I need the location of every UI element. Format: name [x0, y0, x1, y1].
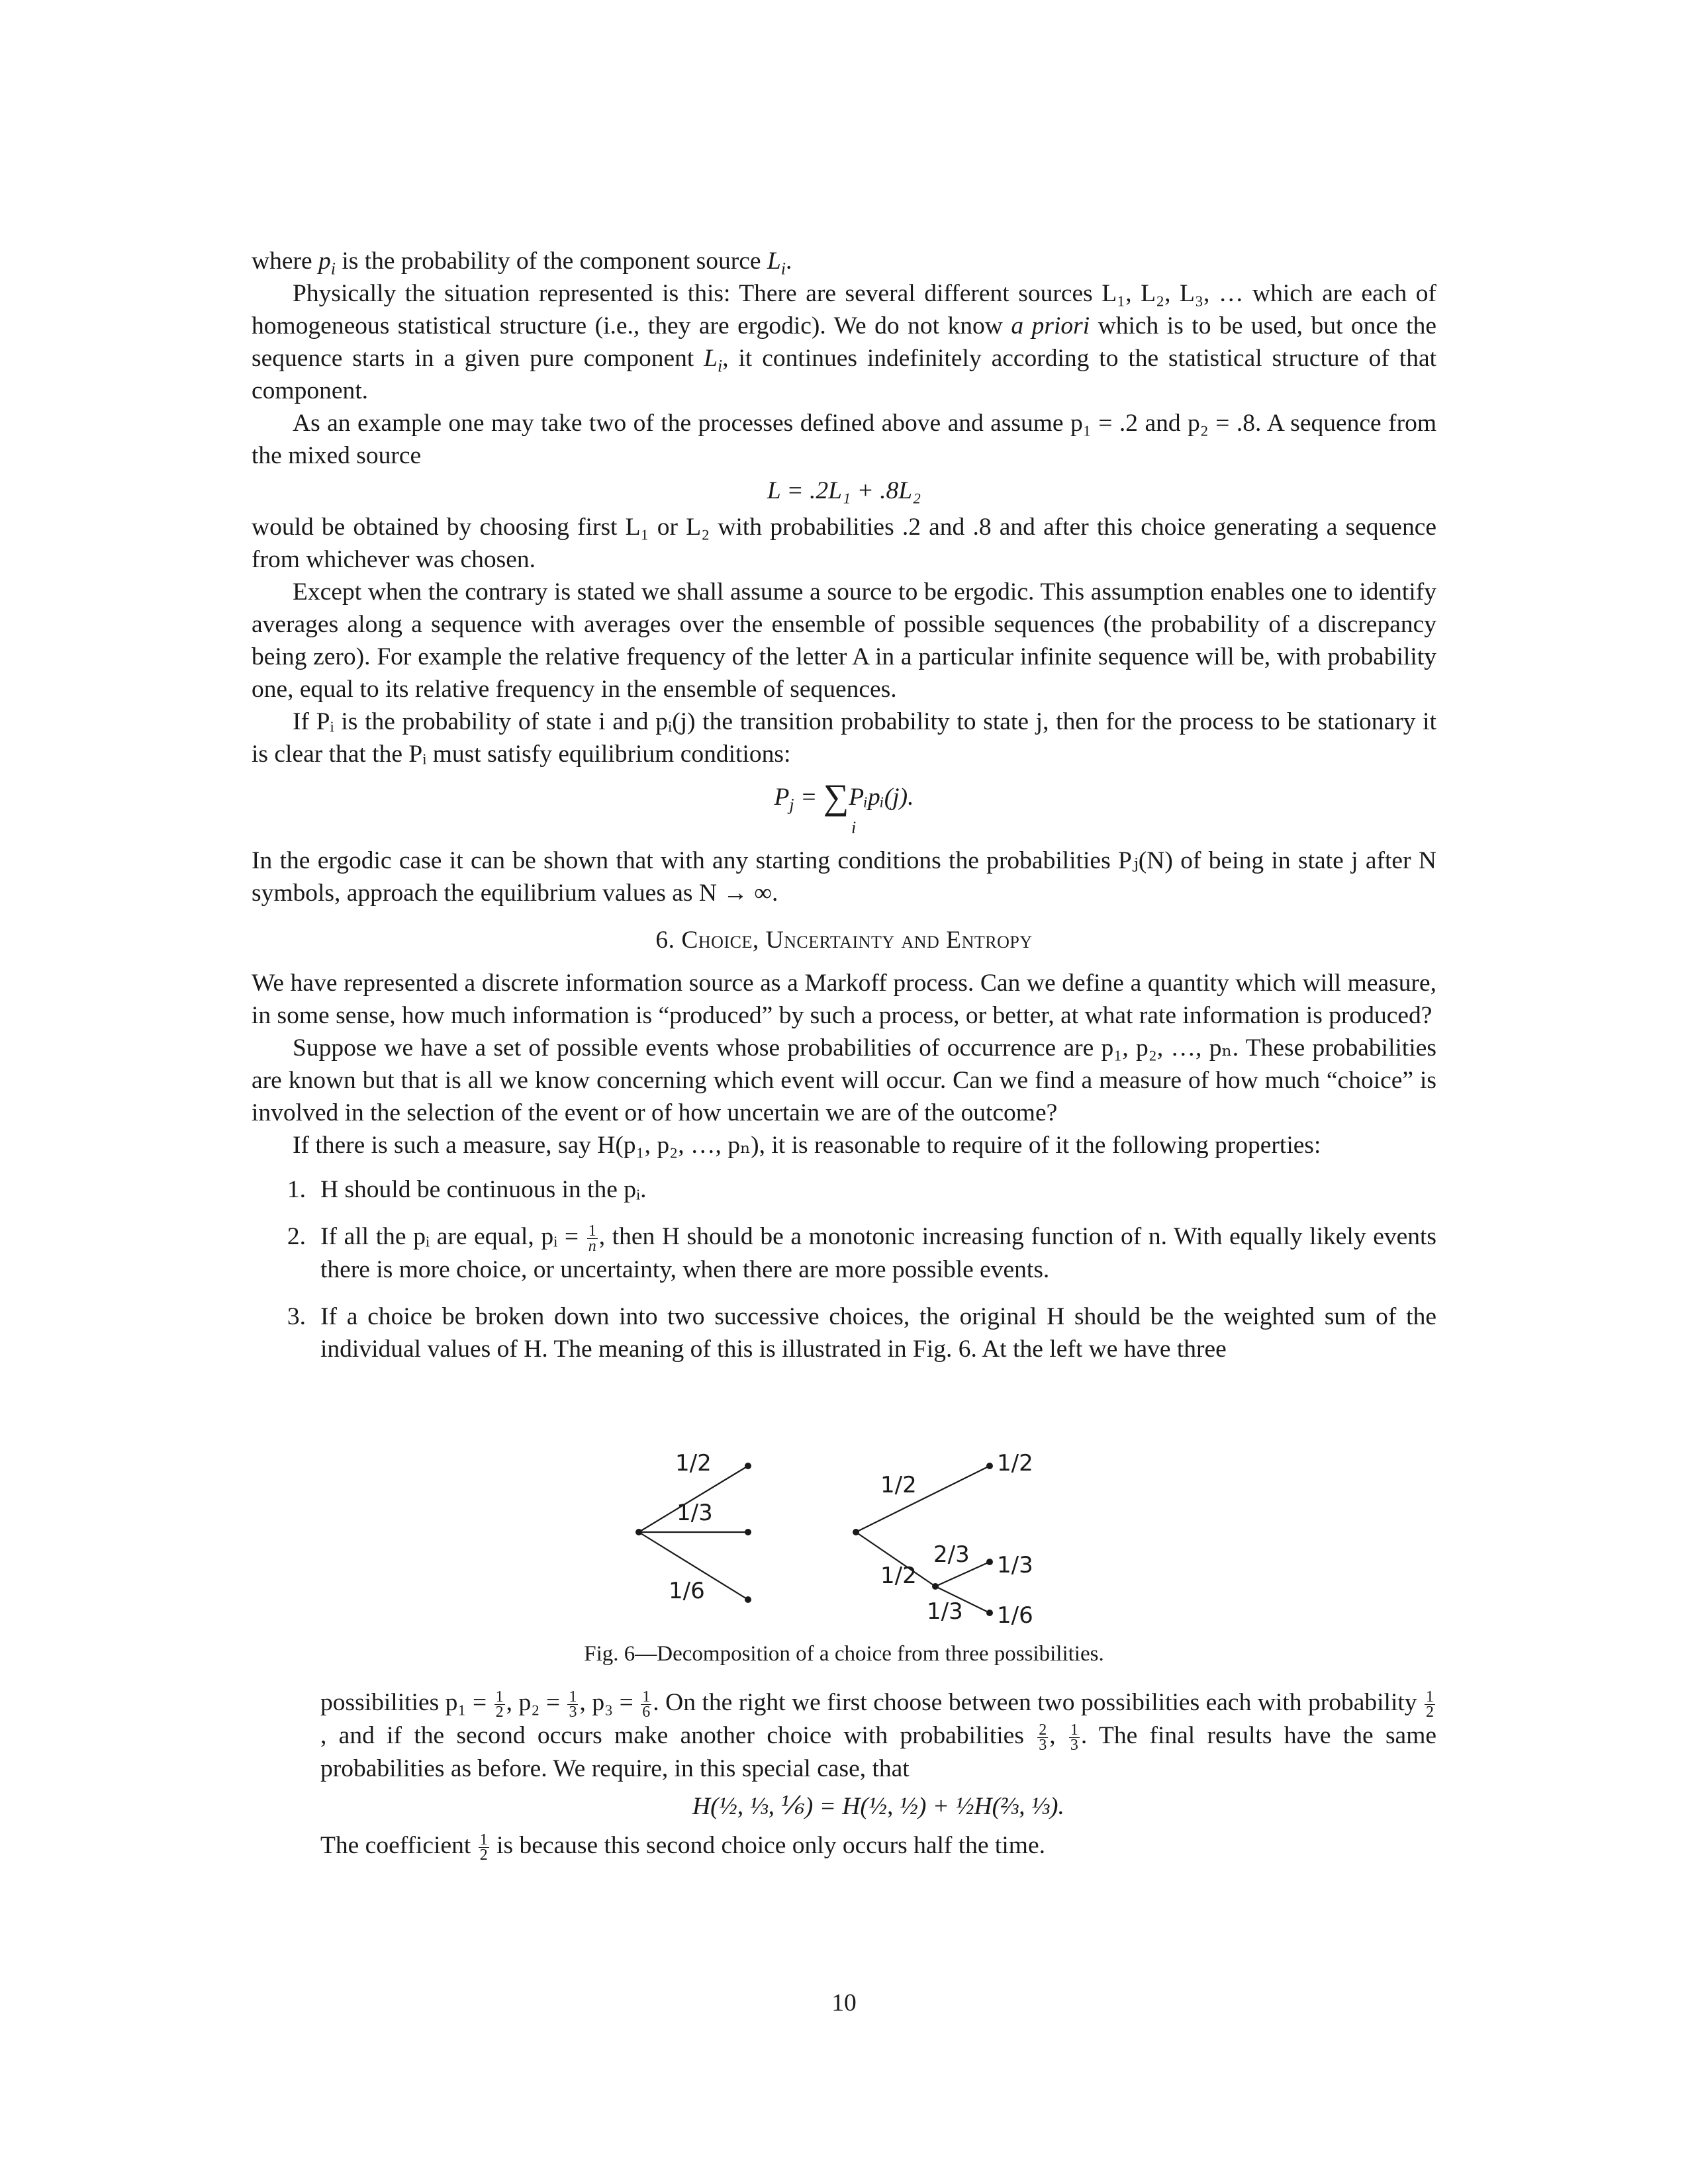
node-dot: [986, 1463, 993, 1469]
paragraph-events: Suppose we have a set of possible events whose probabilities of occurrence are p₁, p₂, …, pₙ. These probabilities are known but that is all we know concerning which event will occur. Can we find a measure of how much “choice” is involved in the selection of the event or of how uncertain we are of the outcome?: [252, 1034, 1436, 1126]
node-dot: [932, 1583, 939, 1590]
tree-label: 1/3: [997, 1551, 1033, 1578]
list-text: H should be continuous in the pᵢ.: [320, 1176, 647, 1203]
list-number: 2.: [287, 1223, 306, 1250]
tree-label: 1/6: [997, 1602, 1033, 1629]
tree-label: 1/3: [927, 1598, 963, 1625]
decomposition-tree-diagram: [252, 1380, 1436, 1638]
list-text: If a choice be broken down into two successive choices, the original H should be the weighted sum of the individual values of H. The meaning of this is illustrated in Fig. 6. At the left we have three: [320, 1302, 1436, 1363]
sum-symbol: ∑: [823, 777, 849, 817]
node-dot: [745, 1596, 751, 1603]
list-number: 1.: [287, 1176, 306, 1203]
text-span: , and if the second occurs make another choice with probabilities: [320, 1721, 1024, 1749]
text-span: The coefficient: [320, 1831, 471, 1859]
math-pi: $p_i$: [318, 248, 336, 279]
node-dot: [745, 1463, 751, 1469]
properties-list: [252, 1173, 1436, 1365]
equation-equilibrium: $P_j$ = ∑Pᵢpᵢ(j). i: [252, 777, 1436, 833]
paragraph-measure: If there is such a measure, say H(p₁, p₂, …, pₙ), it is reasonable to require of it the following properties:: [293, 1132, 1321, 1159]
fraction: $\frac{1}{2}$: [1426, 1688, 1434, 1721]
tree-label: 1/2: [997, 1449, 1033, 1477]
fraction: $\frac{1}{2}$: [495, 1688, 504, 1721]
paragraph-physically: [252, 277, 1436, 407]
text-span: is because this second choice only occurs half the time.: [496, 1831, 1045, 1859]
sum-subscript: i: [851, 818, 857, 837]
paragraph-coefficient: [320, 1829, 1436, 1862]
node-dot: [853, 1529, 859, 1535]
text-span: possibilities p₁ =: [320, 1688, 487, 1716]
italic-a-priori: a priori: [1011, 312, 1090, 340]
text-span: If all the pᵢ are equal, pᵢ =: [320, 1223, 579, 1250]
fraction: $\frac{1}{3}$: [1070, 1721, 1078, 1754]
list-number: 3.: [287, 1302, 306, 1330]
tree-label: 1/2: [880, 1562, 917, 1589]
figure-6: [252, 1380, 1436, 1638]
section-title: Choice, Uncertainty and Entropy: [681, 927, 1033, 954]
figure-caption: Fig. 6—Decomposition of a choice from three possibilities.: [584, 1641, 1104, 1666]
text-span: , p₂ =: [506, 1688, 560, 1716]
text-span: . On the right we first choose between two possibilities each with probability: [653, 1688, 1417, 1716]
tree-label: 2/3: [933, 1541, 970, 1568]
text-span: is the probability of the component source: [335, 248, 767, 275]
node-dot: [635, 1529, 642, 1535]
text-span: Physically the situation represented is this: There are several different sources L₁, L₂, L₃, … which are each of homogeneous statistical structure (i.e., they are ergodic). We do not know: [252, 280, 1436, 340]
tree-label: 1/2: [675, 1449, 712, 1477]
node-dot: [986, 1610, 993, 1616]
fraction: $\frac{1}{6}$: [642, 1688, 651, 1721]
eq-rhs: Pᵢpᵢ(j).: [849, 784, 914, 811]
fraction: $\frac{2}{3}$: [1039, 1721, 1047, 1754]
list-item: [252, 1173, 1436, 1206]
paragraph-example: As an example one may take two of the processes defined above and assume p₁ = .2 and p₂ = .8. A sequence from the mixed source: [252, 410, 1436, 469]
text-span: . The final results have the same probabilities as before. We require, in this special case, that: [320, 1721, 1437, 1782]
document-page: [252, 245, 1436, 1862]
tree-label: 1/2: [880, 1471, 917, 1498]
paragraph-possibilities: possibilities p₁ = $\frac{1}{2}$ , p₂ = $\frac{1}{3}$ , p₃ = $\frac{1}{6}$ . On the right we first choose between two possibilities each with probability $\frac{1}{2}$ , and if the second occurs make another choice with probabilities $\frac{2}{3}$ , $\frac{1}{3}$ . The final results have the same probabilities as before. We require, in this special case, that: [320, 1688, 1437, 1782]
fraction-1-over-n: $\frac{1}{n}$: [588, 1222, 596, 1255]
tree-label: 1/6: [669, 1577, 705, 1604]
paragraph-markoff: We have represented a discrete information source as a Markoff process. Can we define a quantity which will measure, in some sense, how much information is “produced” by such a process, or better, at what rate information is produced?: [252, 970, 1436, 1029]
fraction: $\frac{1}{3}$: [569, 1688, 577, 1721]
branch-line: [856, 1466, 990, 1532]
node-dot: [986, 1559, 993, 1565]
equation-H-decomposition: H(½, ⅓, ⅙) = H(½, ½) + ½H(⅔, ⅓).: [692, 1792, 1064, 1820]
list-item: [252, 1220, 1436, 1286]
text-span: which is to be used, but once the sequence starts in a given pure component: [252, 312, 1436, 372]
text-span: , then H should be a monotonic increasing function of n. With equally likely events there is more choice, or uncertainty, when there are more possible events.: [320, 1223, 1437, 1283]
eq-lhs: P: [774, 784, 790, 811]
paragraph-stationary: If Pᵢ is the probability of state i and pᵢ(j) the transition probability to state j, then for the process to be stationary it is clear that the Pᵢ must satisfy equilibrium conditions:: [252, 708, 1436, 768]
section-number: 6.: [655, 927, 675, 954]
node-dot: [745, 1529, 751, 1535]
equation-mixed-source: L = .2L₁ + .8L₂: [767, 477, 921, 504]
text-span: , it continues indefinitely according to the statistical structure of that component.: [252, 345, 1437, 404]
list-text: [320, 1220, 1436, 1286]
list-item: [252, 1300, 1436, 1365]
math-Li: $L_i$: [704, 345, 723, 376]
tree-label: 1/3: [677, 1499, 713, 1526]
paragraph-ergodic-case: In the ergodic case it can be shown that with any starting conditions the probabilities Pⱼ(N) of being in state j after N symbols, approach the equilibrium values as N → ∞.: [252, 847, 1436, 907]
text-span: where: [252, 248, 318, 275]
section-heading: [252, 924, 1436, 956]
paragraph-ergodic: Except when the contrary is stated we shall assume a source to be ergodic. This assumption enables one to identify averages along a sequence with averages over the ensemble of possible sequences (the probability of a discrepancy being zero). For example the relative frequency of the letter A in a particular infinite sequence will be, with probability one, equal to its relative frequency in the ensemble of sequences.: [252, 578, 1436, 703]
paragraph-component-source: where $p_i$ is the probability of the component source $L_i$.: [252, 248, 792, 279]
continuation-block: [252, 1686, 1436, 1862]
math-Li: $L_i$: [767, 248, 786, 279]
paragraph-choosing: would be obtained by choosing first L₁ or L₂ with probabilities .2 and .8 and after this choice generating a sequence from whichever was chosen.: [252, 514, 1436, 573]
fraction: $\frac{1}{2}$: [479, 1831, 488, 1864]
page-number: 10: [831, 1989, 857, 2017]
text-span: , p₃ =: [579, 1688, 633, 1716]
